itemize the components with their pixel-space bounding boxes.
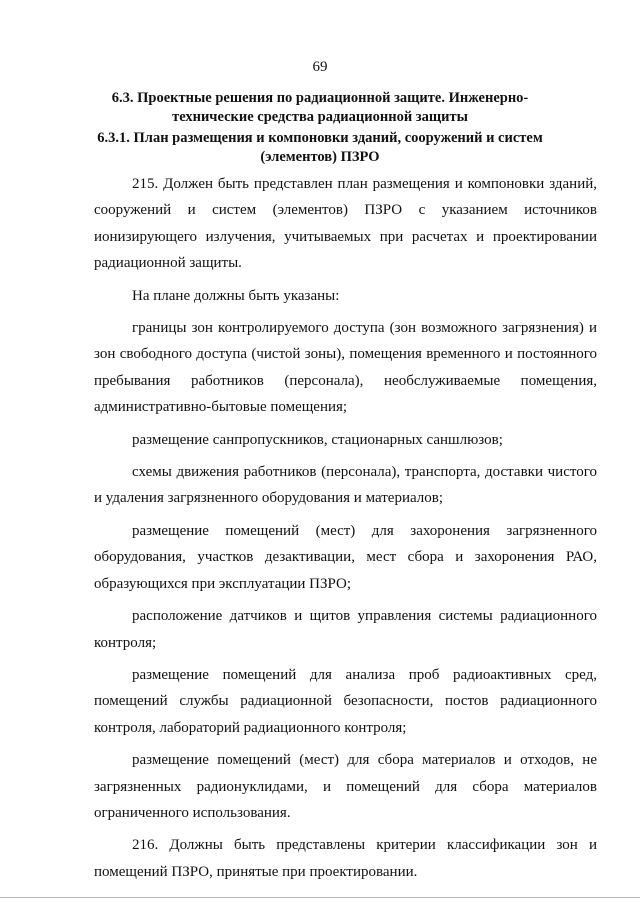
paragraph-plan-intro: На плане должны быть указаны: (132, 287, 340, 304)
paragraph-215: 215. Должен быть представлен план размещения и компоновки зданий, сооружений и систем (элементов) ПЗРО с указанием источников ионизирующего излучения, учитываемых при расчетах и проектировании радиационной защиты. (94, 176, 597, 272)
subsection-heading: 6.3.1. План размещения и компоновки зданий, сооружений и систем (элементов) ПЗРО (97, 130, 543, 165)
scan-edge-line (0, 897, 640, 898)
paragraph-collection-rooms: размещение помещений (мест) для сбора материалов и отходов, не загрязненных радионуклидами, и помещений для сбора материалов ограниченного использования. (94, 752, 597, 821)
paragraph-sensors: расположение датчиков и щитов управления системы радиационного контроля; (94, 608, 597, 651)
paragraph-zone-borders: границы зон контролируемого доступа (зон возможного загрязнения) и зон свободного доступа (чистой зоны), помещения временного и постоянного пребывания работников (персонала), необслуживаемые помещения, административно-бытовые помещения; (94, 320, 597, 416)
paragraph-sanitary-checkpoints: размещение санпропускников, стационарных саншлюзов; (132, 431, 503, 448)
paragraph-movement-schemes: схемы движения работников (персонала), транспорта, доставки чистого и удаления загрязненного оборудования и материалов; (94, 464, 597, 507)
section-heading: 6.3. Проектные решения по радиационной защите. Инженерно-технические средства радиационной защиты (111, 90, 529, 125)
paragraph-analysis-rooms: размещение помещений для анализа проб радиоактивных сред, помещений службы радиационной безопасности, постов радиационного контроля, лабораторий радиационного контроля; (94, 666, 597, 736)
paragraph-disposal-rooms: размещение помещений (мест) для захоронения загрязненного оборудования, участков дезактивации, мест сбора и захоронения РАО, образующихся при эксплуатации ПЗРО; (94, 522, 597, 592)
paragraph-216: 216. Должны быть представлены критерии классификации зон и помещений ПЗРО, принятые при проектировании. (94, 837, 597, 880)
page-number: 69 (312, 59, 328, 75)
document-body (94, 171, 597, 885)
